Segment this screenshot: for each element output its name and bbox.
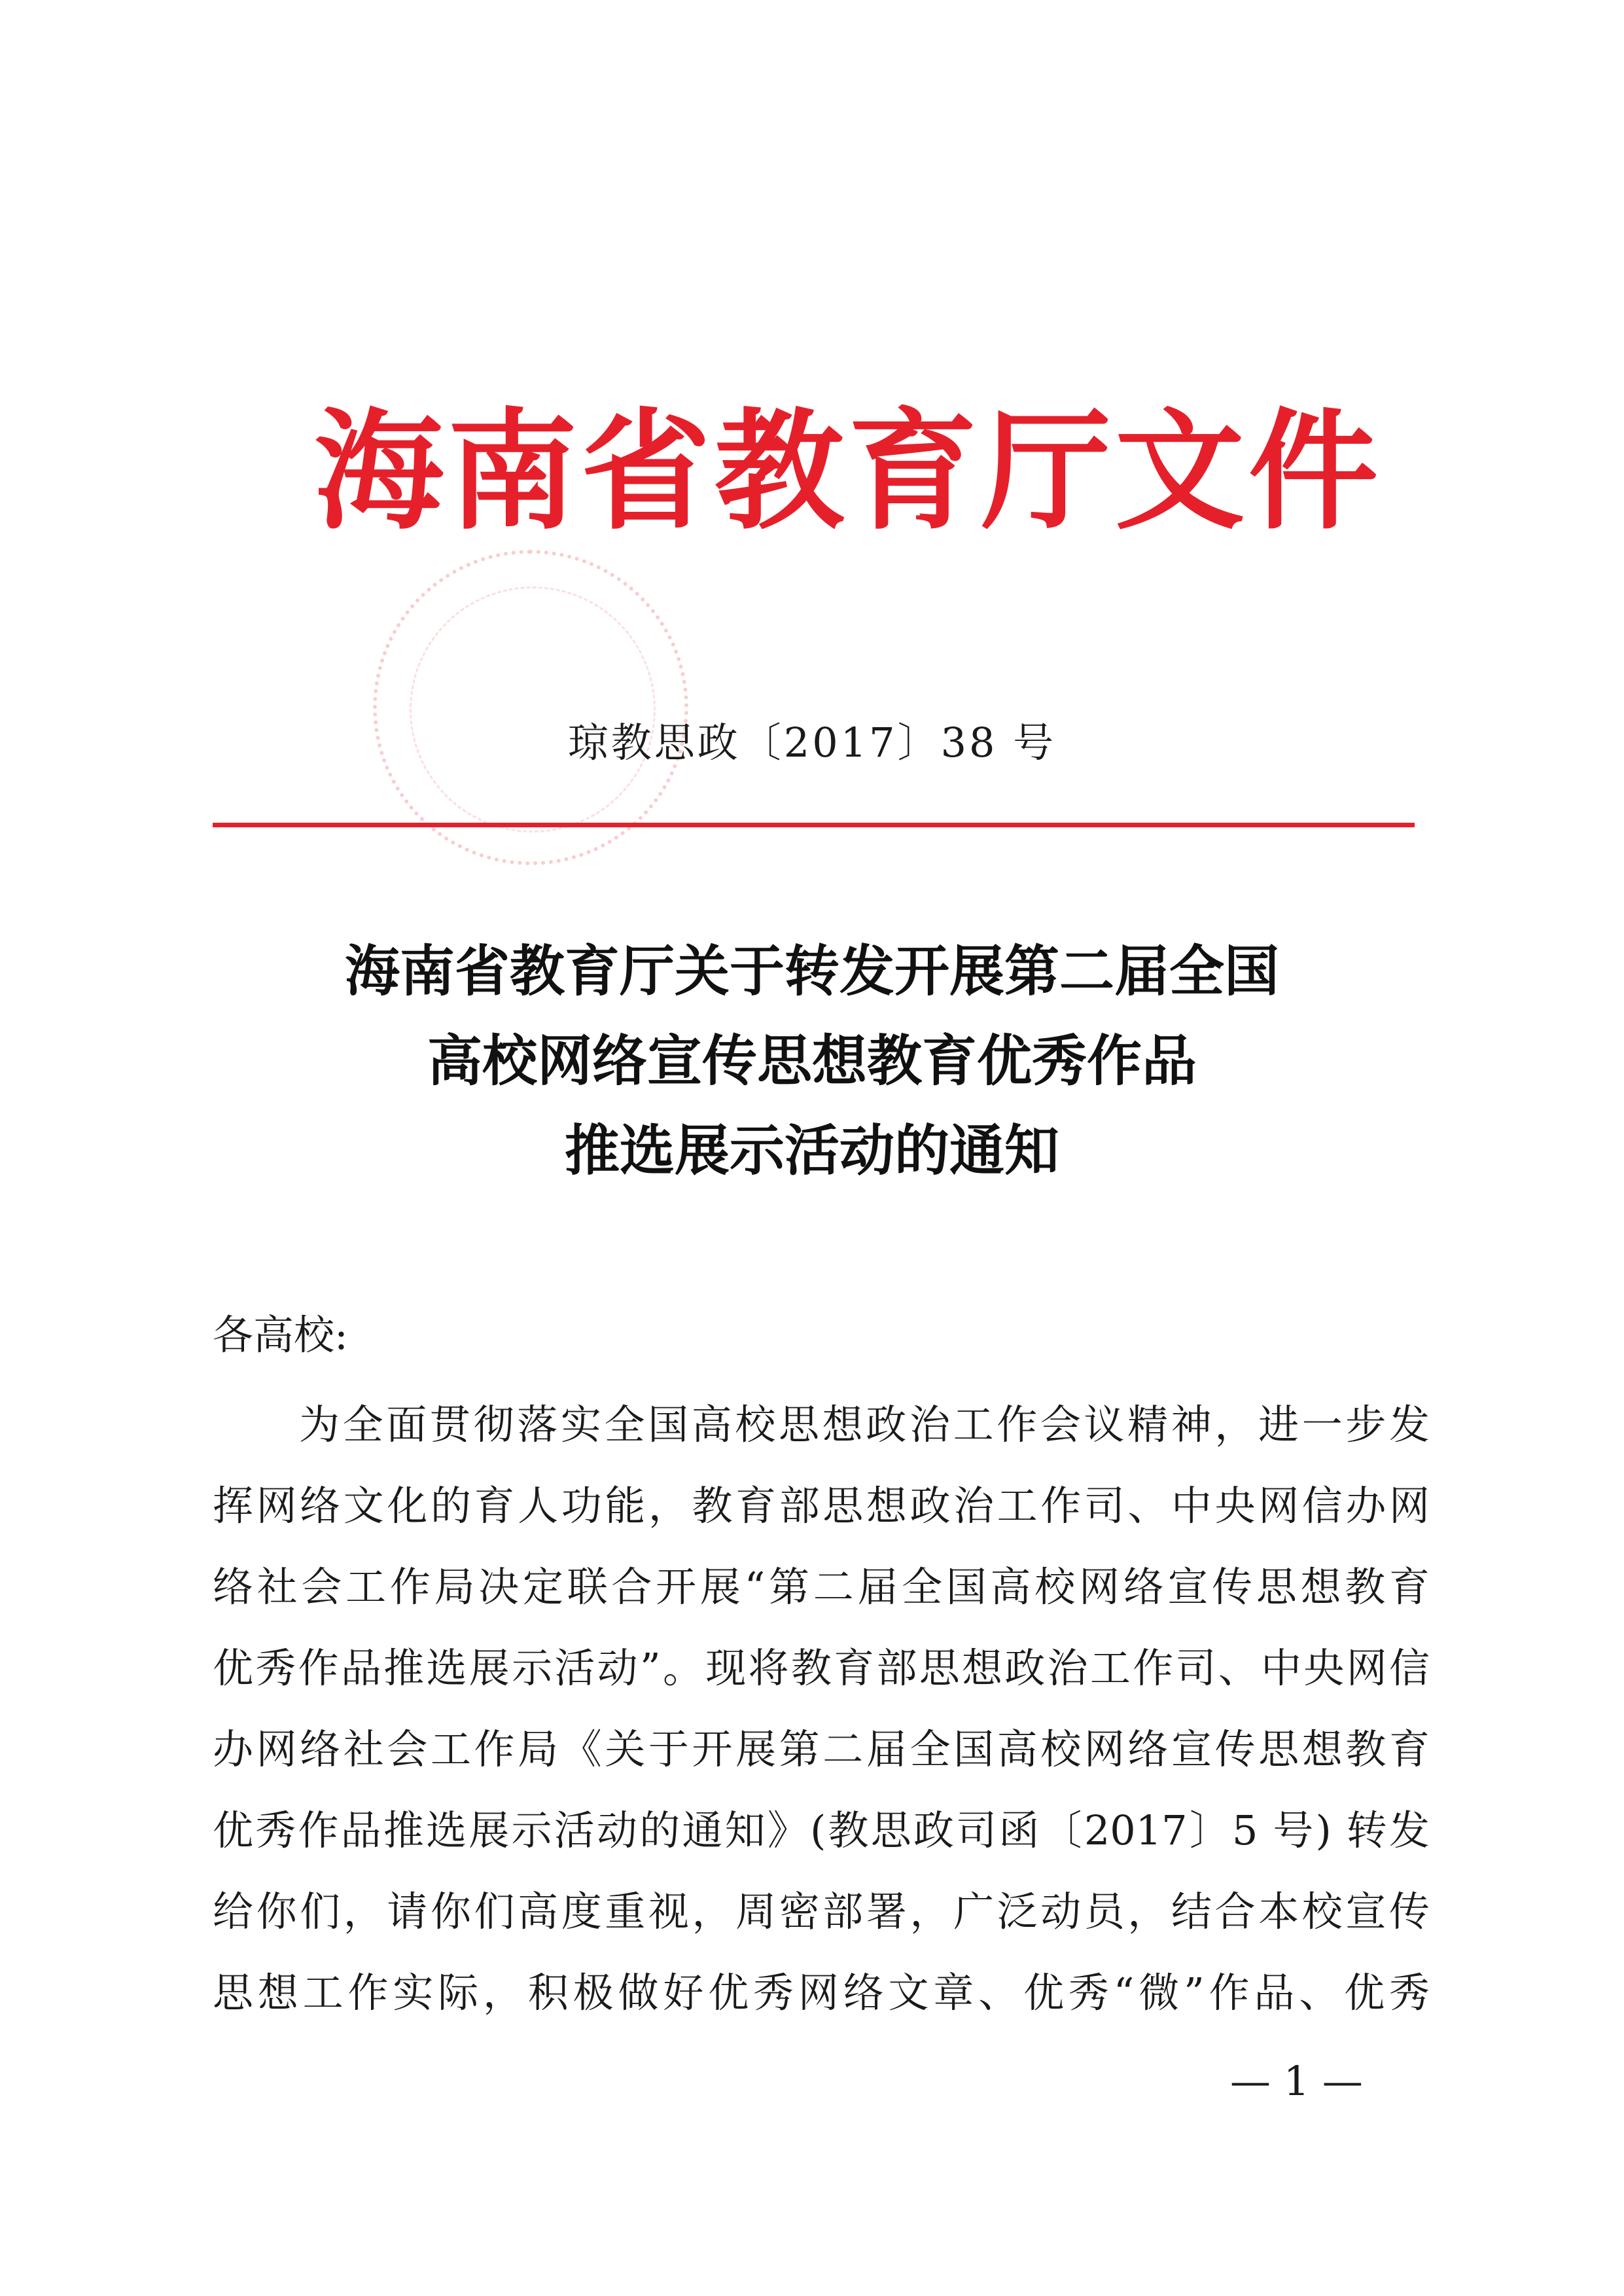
agency-header-title: 海南省教育厅文件: [314, 395, 1382, 547]
body-line: 为全面贯彻落实全国高校思想政治工作会议精神，进一步发: [299, 1401, 1430, 1448]
body-line: 优秀作品推选展示活动”。现将教育部思想政治工作司、中央网信: [213, 1644, 1430, 1692]
red-divider-line: [213, 823, 1415, 827]
document-number: 琼教思政〔2017〕38 号: [567, 719, 1057, 766]
body-line: 络社会工作局决定联合开展“第二届全国高校网络宣传思想教育: [213, 1563, 1430, 1611]
title-line: 推选展示活动的通知: [564, 1118, 1059, 1183]
body-paragraph: [213, 1384, 1430, 2034]
body-line: 办网络社会工作局《关于开展第二届全国高校网络宣传思想教育: [213, 1725, 1430, 1773]
title-line: 高校网络宣传思想教育优秀作品: [427, 1028, 1197, 1093]
salutation: 各高校:: [213, 1311, 348, 1359]
body-line: 优秀作品推选展示活动的通知》(教思政司函〔2017〕5 号) 转发: [213, 1806, 1430, 1854]
page-number: — 1 —: [1230, 2057, 1363, 2105]
seal-inner-ring: [410, 586, 656, 833]
body-line: 给你们，请你们高度重视，周密部署，广泛动员，结合本校宣传: [213, 1888, 1430, 1935]
title-line: 海南省教育厅关于转发开展第二届全国: [344, 939, 1279, 1003]
body-line: 挥网络文化的育人功能，教育部思想政治工作司、中央网信办网: [213, 1482, 1430, 1530]
official-seal-stamp: [373, 550, 688, 865]
body-line: 思想工作实际，积极做好优秀网络文章、优秀“微”作品、优秀: [213, 1969, 1430, 2017]
document-title: [0, 926, 1624, 1195]
